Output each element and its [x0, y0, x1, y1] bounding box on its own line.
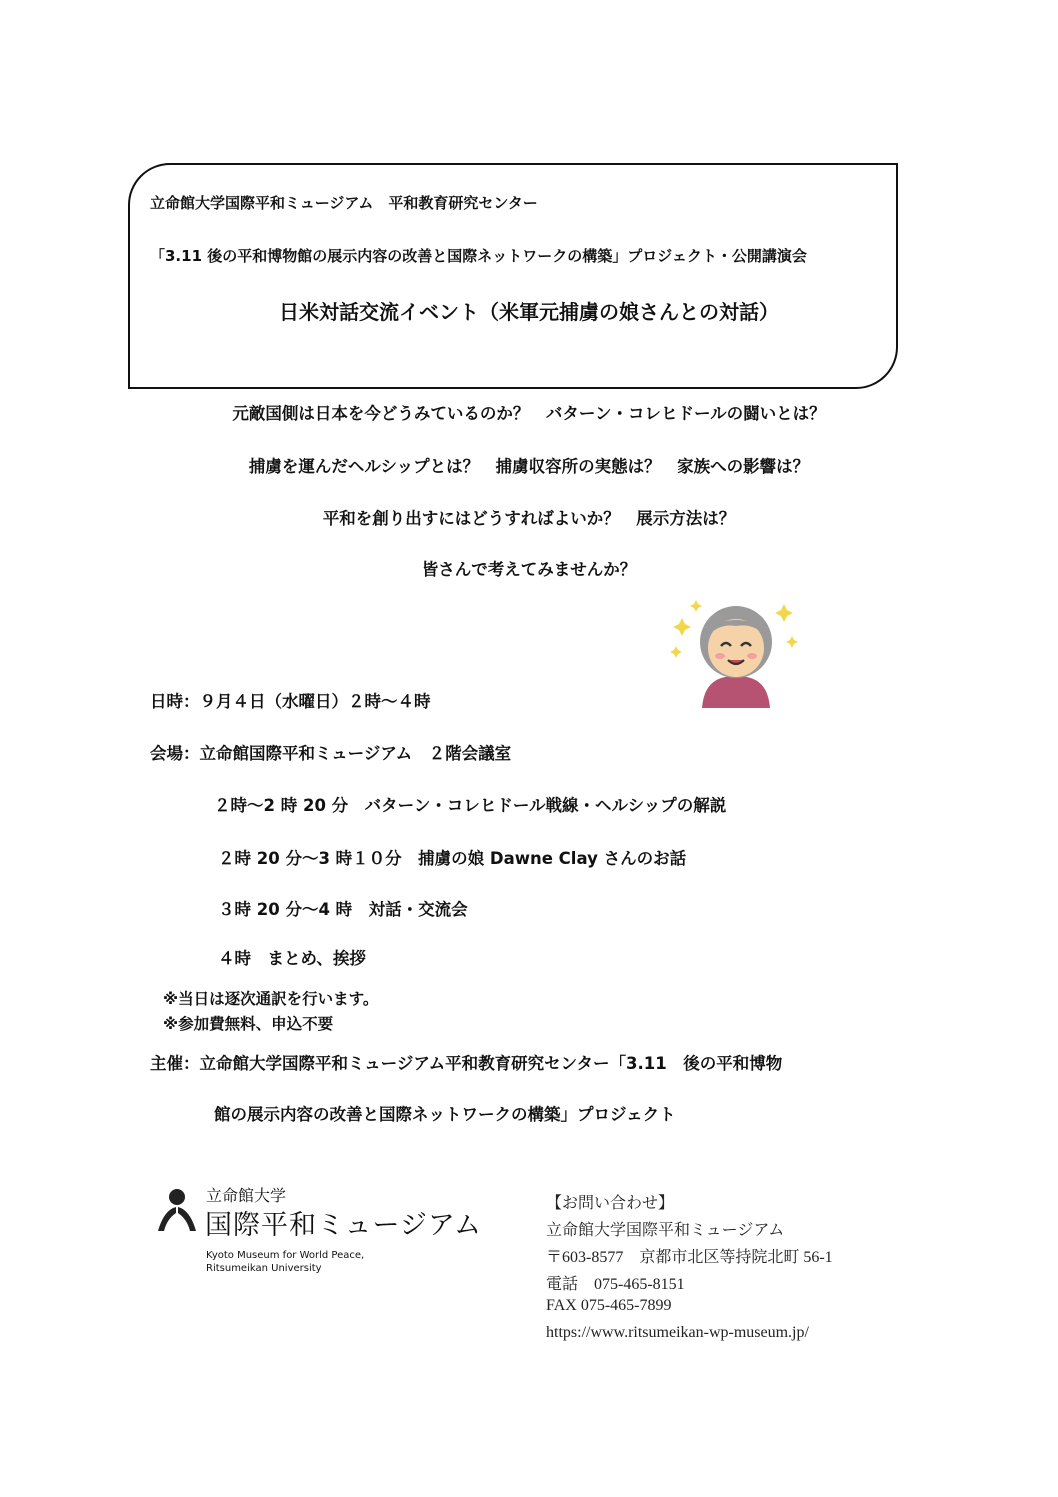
museum-logo-icon: [154, 1187, 200, 1233]
note-interpretation: ※当日は逐次通訳を行います。: [163, 990, 379, 1008]
organizer-line-2: 館の展示内容の改善と国際ネットワークの構築」プロジェクト: [214, 1105, 676, 1124]
header-org-line: 立命館大学国際平和ミュージアム 平和教育研究センター: [150, 194, 538, 212]
logo-university-name: 立命館大学: [206, 1186, 287, 1205]
header-project-line: 「3.11 後の平和博物館の展示内容の改善と国際ネットワークの構築」プロジェクト・公開講演会: [150, 247, 807, 265]
event-datetime: 日時：９月４日（水曜日）２時～４時: [150, 692, 431, 711]
logo-english-line-1: Kyoto Museum for World Peace,: [206, 1250, 365, 1261]
contact-fax: FAX 075-465-7899: [546, 1297, 672, 1314]
note-free-admission: ※参加費無料、申込不要: [163, 1015, 334, 1033]
event-venue: 会場：立命館国際平和ミュージアム ２階会議室: [150, 744, 512, 763]
contact-heading: 【お問い合わせ】: [546, 1195, 675, 1212]
contact-url: https://www.ritsumeikan-wp-museum.jp/: [546, 1324, 809, 1341]
schedule-item: ２時 20 分～3 時１０分 捕虜の娘 Dawne Clay さんのお話: [218, 849, 687, 868]
smiling-grandmother-illustration-icon: [666, 596, 806, 708]
organizer-line-1: 主催：立命館大学国際平和ミュージアム平和教育研究センター「3.11 後の平和博物: [150, 1054, 783, 1073]
question-line-3: 平和を創り出すにはどうすればよいか？ 展示方法は？: [322, 509, 736, 528]
schedule-item: ４時 まとめ、挨拶: [218, 949, 366, 968]
contact-phone: 電話 075-465-8151: [546, 1276, 685, 1293]
event-title: 日米対話交流イベント（米軍元捕虜の娘さんとの対話）: [279, 300, 779, 324]
question-line-2: 捕虜を運んだヘルシップとは？ 捕虜収容所の実態は？ 家族への影響は？: [248, 457, 810, 476]
question-line-1: 元敵国側は日本を今どうみているのか？ バターン・コレヒドールの闘いとは？: [232, 404, 826, 423]
contact-address: 〒603-8577 京都市北区等持院北町 56-1: [546, 1249, 833, 1266]
logo-museum-name: 国際平和ミュージアム: [205, 1210, 483, 1241]
question-line-4: 皆さんで考えてみませんか？: [421, 560, 637, 579]
schedule-item: ２時～2 時 20 分 バターン・コレヒドール戦線・ヘルシップの解説: [214, 796, 727, 815]
schedule-item: ３時 20 分～4 時 対話・交流会: [218, 900, 468, 919]
contact-name: 立命館大学国際平和ミュージアム: [546, 1222, 785, 1239]
logo-english-line-2: Ritsumeikan University: [206, 1263, 322, 1274]
